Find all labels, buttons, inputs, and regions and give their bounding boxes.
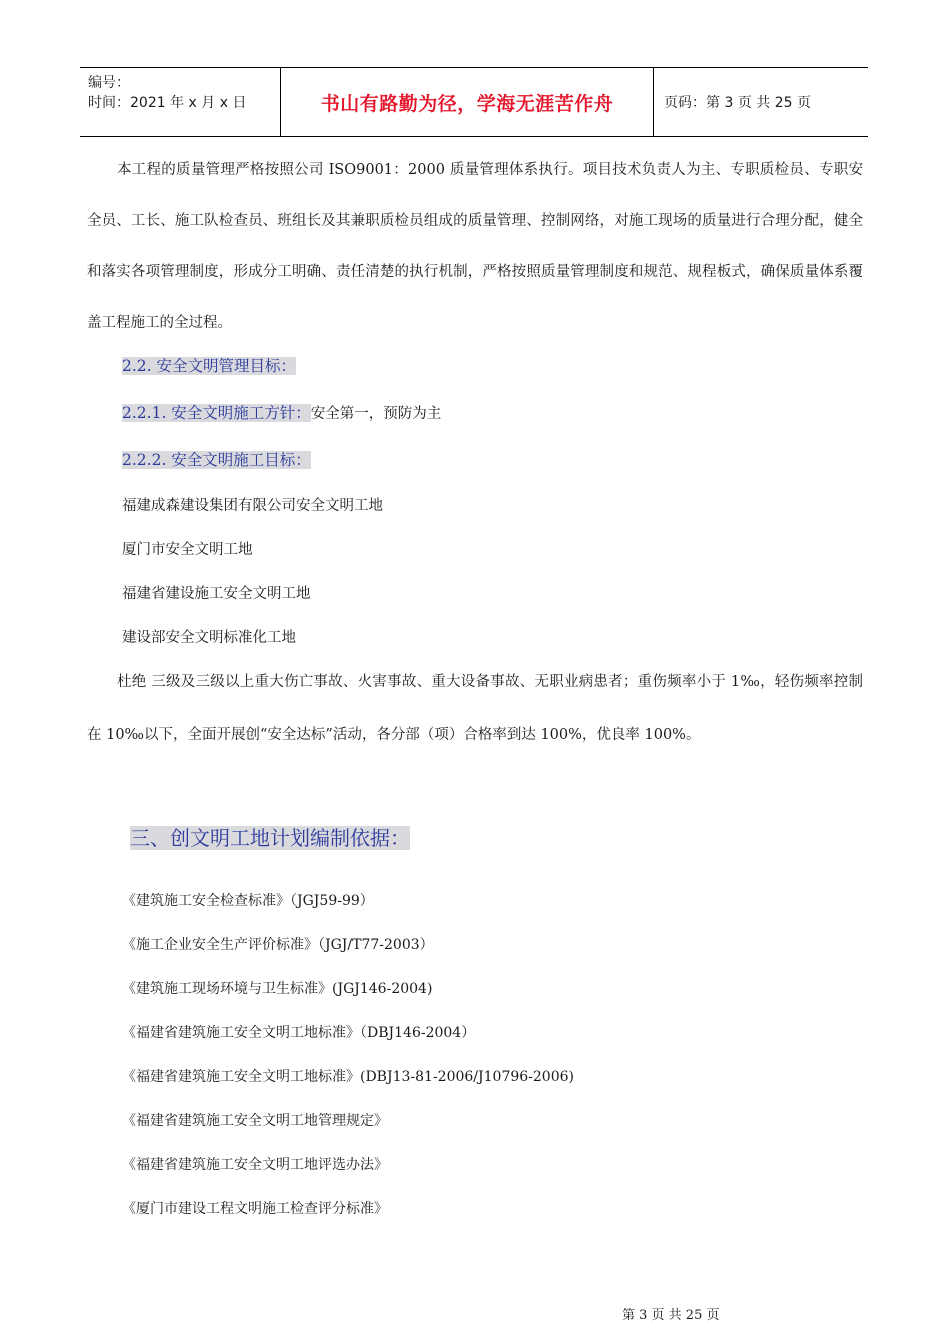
reference-item: 《福建省建筑施工安全文明工地标准》（DBJ146-2004） [122, 1025, 476, 1041]
safety-policy-text: 安全第一，预防为主 [310, 406, 442, 422]
reference-item: 《施工企业安全生产评价标准》（JGJ/T77-2003） [122, 937, 434, 953]
reference-item: 《厦门市建设工程文明施工检查评分标准》 [122, 1201, 388, 1217]
page-header [80, 67, 868, 137]
intro-paragraph: 本工程的质量管理严格按照公司 ISO9001：2000 质量管理体系执行。项目技术负责人为主、专职质检员、专职安全员、工长、施工队检查员、班组长及其兼职质检员组成的质量管理、控制网络，对施工现场的质量进行合理分配，健全和落实各项管理制度，形成分工明确、责任清楚的执行机制，严格按照质量管理制度和规范、规程板式，确保质量体系覆盖工程施工的全过程。 [87, 162, 863, 331]
reference-item: 《福建省建筑施工安全文明工地标准》(DBJ13-81-2006/J10796-2006) [122, 1069, 574, 1085]
reference-item: 《福建省建筑施工安全文明工地管理规定》 [122, 1113, 388, 1129]
reference-item: 《建筑施工安全检查标准》（JGJ59-99） [122, 893, 374, 909]
section-heading-2-2: 2.2. 安全文明管理目标： [122, 357, 297, 375]
goal-item: 建设部安全文明标准化工地 [122, 630, 296, 646]
goal-item: 厦门市安全文明工地 [122, 542, 253, 558]
header-meta-cell [80, 68, 281, 136]
header-page-info: 页码：第 3 页 共 25 页 [664, 95, 811, 111]
header-motto: 书山有路勤为径，学海无涯苦作舟 [281, 68, 654, 136]
goal-item: 福建省建设施工安全文明工地 [122, 586, 311, 602]
document-number-label: 编号： [88, 75, 130, 91]
accident-target-paragraph: 杜绝 三级及三级以上重大伤亡事故、火害事故、重大设备事故、无职业病患者；重伤频率小于 1‰，轻伤频率控制在 10‰以下，全面开展创“安全达标”活动，各分部（项）合格率到达 100%，优良率 100%。 [87, 674, 863, 743]
document-date: 时间：2021 年 x 月 x 日 [88, 95, 247, 111]
goal-item: 福建成森建设集团有限公司安全文明工地 [122, 498, 383, 514]
section-heading-2-2-1: 2.2.1. 安全文明施工方针：安全第一，预防为主 [122, 404, 442, 422]
section-heading-2-2-2: 2.2.2. 安全文明施工目标： [122, 451, 311, 469]
page-footer: 第 3 页 共 25 页 [622, 1308, 720, 1323]
reference-item: 《建筑施工现场环境与卫生标准》(JGJ146-2004) [122, 981, 433, 997]
reference-item: 《福建省建筑施工安全文明工地评选办法》 [122, 1157, 388, 1173]
section-heading-3: 三、创文明工地计划编制依据： [130, 826, 410, 850]
